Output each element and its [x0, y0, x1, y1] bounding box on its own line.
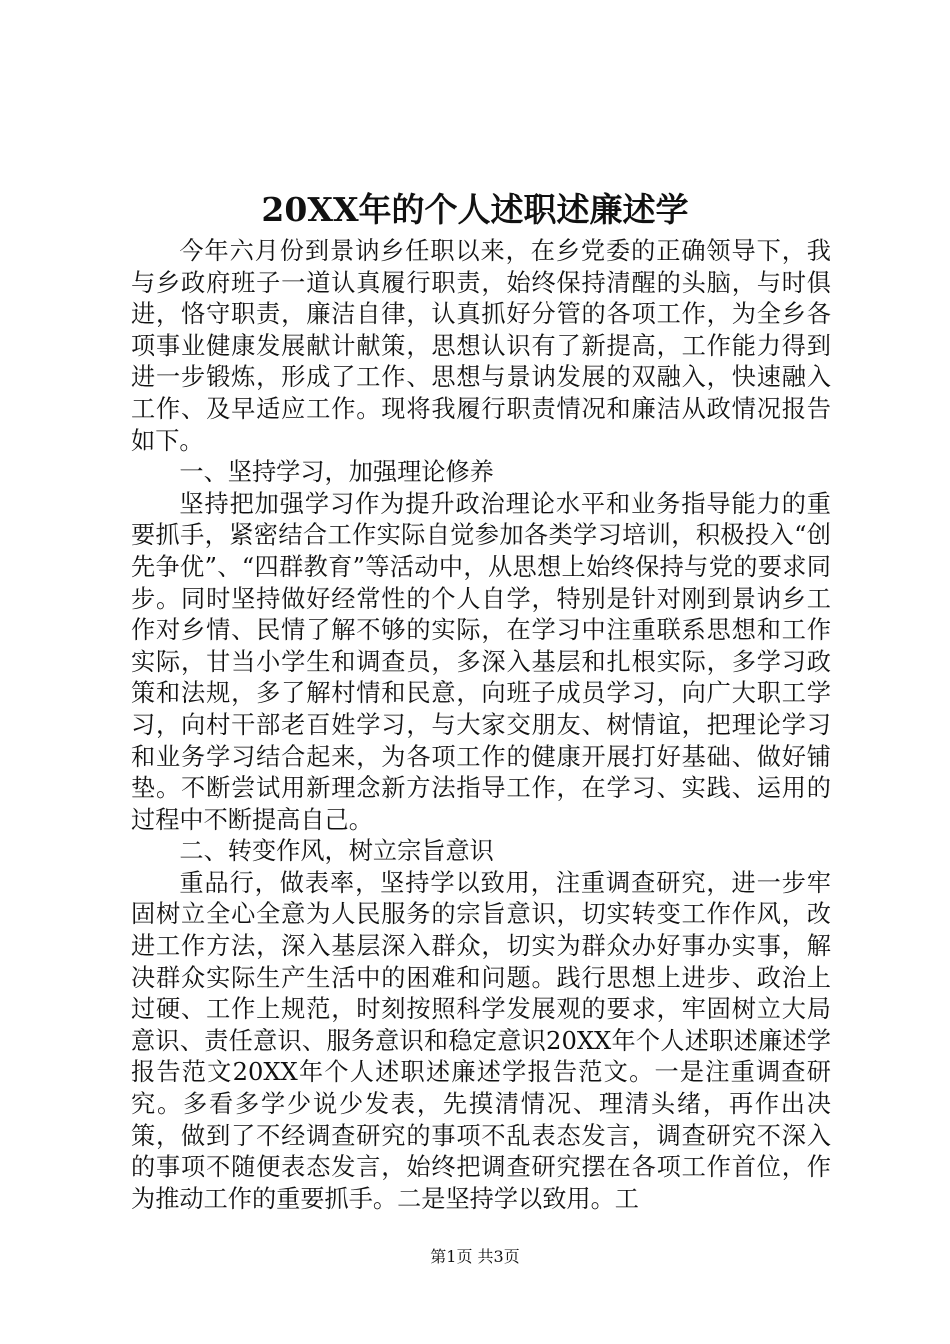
- paragraph-intro: 今年六月份到景讷乡任职以来，在乡党委的正确领导下，我与乡政府班子一道认真履行职责，始终保持清醒的头脑，与时俱进，恪守职责，廉洁自律，认真抓好分管的各项工作，为全乡各项事业健康发展献计献策，思想认识有了新提高，工作能力得到进一步锻炼，形成了工作、思想与景讷发展的双融入，快速融入工作、及早适应工作。现将我履行职责情况和廉洁从政情况报告如下。: [131, 237, 831, 455]
- document-title: 20XX年的个人述职述廉述学: [261, 190, 689, 229]
- section-heading-style: 二、转变作风，树立宗旨意识: [179, 837, 494, 866]
- paragraph-style: 重品行，做表率，坚持学以致用，注重调查研究，进一步牢固树立全心全意为人民服务的宗旨意识，切实转变工作作风，改进工作方法，深入基层深入群众，切实为群众办好事办实事，解决群众实际生产生活中的困难和问题。践行思想上进步、政治上过硬、工作上规范，时刻按照科学发展观的要求，牢固树立大局意识、责任意识、服务意识和稳定意识20XX年个人述职述廉述学报告范文20XX年个人述职述廉述学报告范文。一是注重调查研究。多看多学少说少发表，先摸清情况、理清头绪，再作出决策，做到了不经调查研究的事项不乱表态发言，调查研究不深入的事项不随便表态发言，始终把调查研究摆在各项工作首位，作为推动工作的重要抓手。二是坚持学以致用。工: [131, 868, 831, 1213]
- section-heading-study: 一、坚持学习，加强理论修养: [179, 458, 494, 487]
- page-number-footer: 第1页 共3页: [430, 1247, 520, 1266]
- document-body: [131, 236, 831, 1215]
- paragraph-study: 坚持把加强学习作为提升政治理论水平和业务指导能力的重要抓手，紧密结合工作实际自觉参加各类学习培训，积极投入“创先争优”、“四群教育”等活动中，从思想上始终保持与党的要求同步。同时坚持做好经常性的个人自学，特别是针对刚到景讷乡工作对乡情、民情了解不够的实际，在学习中注重联系思想和工作实际，甘当小学生和调查员，多深入基层和扎根实际，多学习政策和法规，多了解村情和民意，向班子成员学习，向广大职工学习，向村干部老百姓学习，与大家交朋友、树情谊，把理论学习和业务学习结合起来，为各项工作的健康开展打好基础、做好铺垫。不断尝试用新理念新方法指导工作，在学习、实践、运用的过程中不断提高自己。: [131, 489, 831, 834]
